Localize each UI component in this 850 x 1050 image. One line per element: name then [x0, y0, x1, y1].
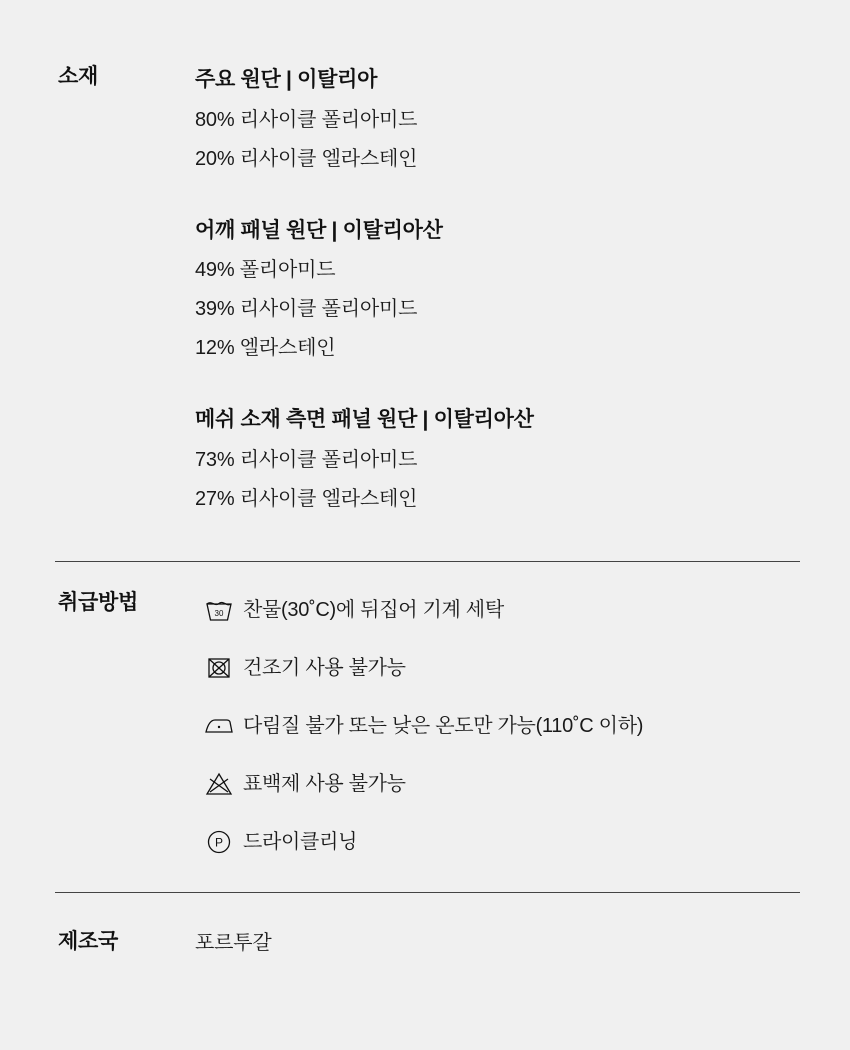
- list-item: [195, 764, 800, 804]
- materials-body: [195, 64, 850, 519]
- care-item-text: 다림질 불가 또는 낮은 온도만 가능(110˚C 이하): [243, 714, 644, 737]
- no-tumble-dry-icon: [195, 654, 243, 682]
- wash-30-icon: [195, 596, 243, 624]
- material-group: [195, 215, 800, 369]
- origin-label: 제조국: [58, 929, 118, 953]
- list-item: [195, 590, 800, 630]
- material-composition-line: 73% 리사이클 폴리아미드: [195, 448, 418, 471]
- care-body: [195, 590, 850, 862]
- care-item-text: 드라이클리닝: [243, 830, 358, 853]
- origin-body: [195, 929, 850, 957]
- care-label: 취급방법: [58, 590, 138, 614]
- material-group-title: 어깨 패널 원단 | 이탈리아산: [195, 218, 443, 242]
- care-list: [195, 590, 800, 862]
- material-group: [195, 404, 800, 519]
- iron-low-icon: [195, 714, 243, 738]
- origin-section: [0, 893, 850, 957]
- material-composition-line: 27% 리사이클 엘라스테인: [195, 487, 418, 510]
- materials-label: 소재: [58, 65, 98, 88]
- svg-text:P: P: [214, 835, 224, 849]
- material-composition-line: 20% 리사이클 엘라스테인: [195, 147, 418, 170]
- origin-value: 포르투갈: [195, 931, 272, 954]
- material-composition-line: 49% 폴리아미드: [195, 259, 336, 281]
- material-group-title: 메쉬 소재 측면 패널 원단 | 이탈리아산: [195, 408, 534, 431]
- material-composition-line: 39% 리사이클 폴리아미드: [195, 298, 418, 320]
- care-item-text: 찬물(30˚C)에 뒤집어 기계 세탁: [243, 598, 504, 621]
- material-group-title: 주요 원단 | 이탈리아: [195, 68, 378, 91]
- material-composition-line: 80% 리사이클 폴리아미드: [195, 108, 418, 131]
- list-item: [195, 706, 800, 746]
- care-item-text: 건조기 사용 불가능: [243, 656, 406, 679]
- materials-section: [0, 0, 850, 519]
- no-bleach-icon: [195, 771, 243, 797]
- list-item: [195, 822, 800, 862]
- dry-clean-p-icon: [195, 828, 243, 856]
- care-item-text: 표백제 사용 불가능: [243, 772, 406, 795]
- svg-text:30: 30: [214, 608, 224, 618]
- material-group: [195, 64, 800, 179]
- material-composition-line: 12% 엘라스테인: [195, 337, 336, 359]
- list-item: [195, 648, 800, 688]
- care-instructions-section: [0, 562, 850, 862]
